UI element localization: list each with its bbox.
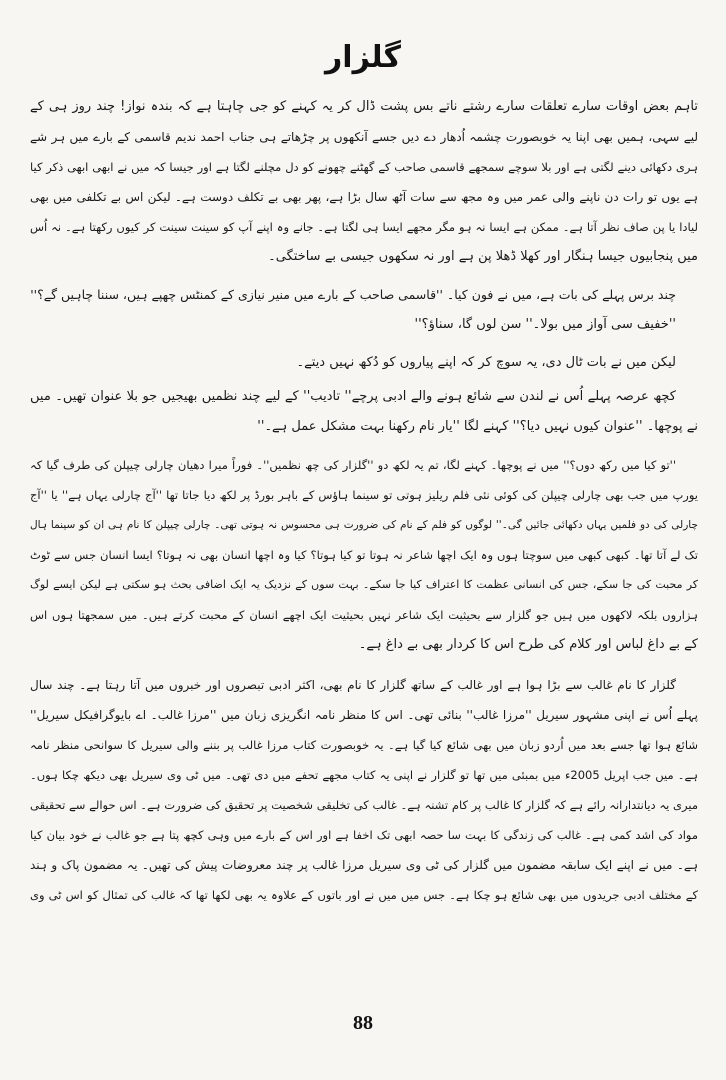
- text-line: ہے۔ میں جب اپریل 2005ء میں بمبئی میں تھا تو گلزار نے اپنی یہ کتاب مجھے تحفے میں دی تھی۔ میں ٹی وی سیریل بھی دیکھ چکا ہوں۔: [30, 768, 698, 782]
- text-line: نے پوچھا۔ ''عنوان کیوں نہیں دیا؟'' کہنے لگا ''یار نام رکھنا بہت مشکل عمل ہے۔'': [257, 419, 698, 434]
- text-line: گلزار کا نام غالب سے بڑا ہوا ہے اور غالب کے ساتھ گلزار کا نام بھی، اکثر ادبی تبصروں اور خبروں میں آتا رہتا ہے۔ چند سال: [30, 678, 676, 692]
- page-number: 88: [353, 1012, 373, 1034]
- text-line: کر محبت کی جا سکے، جس کی انسانی عظمت کا اعتراف کیا جا سکے۔ بہت سوں کے نزدیک یہ ایک اضافی بحث ہو سکتی ہے لیکن ایسے لوگ: [30, 578, 698, 591]
- text-line: لیے سہی، ہمیں بھی اپنا یہ خوبصورت چشمہ اُدھار دے دیں جسے آنکھوں پر چڑھاتے ہی جناب احمد ندیم قاسمی کے بارے میں ہر شے: [30, 130, 698, 144]
- text-line: مواد کی اشد کمی ہے۔ غالب کی زندگی کا بہت سا حصہ ابھی تک اخفا ہے اور اس کے بارے میں وہی کچھ پتا ہے جو غالب نے خود بیان کیا: [30, 828, 698, 842]
- text-line: چند برس پہلے کی بات ہے، میں نے فون کیا۔ ''قاسمی صاحب کے بارے میں منیر نیازی کے کمنٹس چھپے ہیں، سننا چاہیں گے؟'': [30, 287, 676, 302]
- text-line: ہری دکھائی دینے لگتی ہے اور بلا سوچے سمجھے قاسمی صاحب کے گھٹنے چھونے کو دل مچلنے لگتا ہے اور جیسا کہ میں نے ابھی ابھی ذکر کیا: [30, 160, 698, 174]
- text-line: ''خفیف سی آواز میں بولا۔'' سن لوں گا، سناؤ؟'': [414, 317, 676, 332]
- text-line: کے مختلف ادبی جریدوں میں بھی شائع ہو چکا ہے۔ جس میں میں نے اور باتوں کے علاوہ یہ بھی لکھا تھا کہ غالب کی تمثال کو اس ٹی وی: [30, 888, 698, 902]
- body-text: [30, 92, 698, 992]
- text-line: میری یہ دیانتدارانہ رائے ہے کہ گلزار کا غالب پر کام تشنہ ہے۔ غالب کی تخلیقی شخصیت پر تحقیق کی ضرورت ہے۔ اس حوالے سے تحقیقی: [30, 798, 698, 812]
- text-line: تک لے آتا تھا۔ کبھی کبھی میں سوچتا ہوں وہ ایک اچھا شاعر نہ ہوتا تو کیا ہوتا؟ کیا وہ اچھا انسان بھی نہ ہوتا؟ ایسا انسان جس سے ٹوٹ: [30, 548, 698, 562]
- text-line: لیادا یا پن صاف نظر آتا ہے۔ ممکن ہے ایسا نہ ہو مگر مجھے ایسا ہی لگتا ہے۔ جانے وہ اپنے آپ کو سینت سینت کر کیوں رکھتا ہے۔ نہ اُس: [30, 220, 698, 234]
- text-line: ہے یوں تو رات دن ناپنے والی عمر میں وہ مجھ سے سات آٹھ سال بڑا ہے، پھر بھی بے تکلف دوست ہے۔ لیکن اس بے تکلفی میں بھی: [30, 190, 698, 204]
- text-line: پہلے اُس نے اپنی مشہور سیریل ''مرزا غالب'' بنائی تھی۔ اس کا منظر نامہ انگریزی زبان میں ''مرزا غالب۔ اے بایوگرافیکل سیریل'': [30, 708, 698, 722]
- text-line: میں پنجابیوں جیسا ہنگار اور کھلا ڈھلا پن ہے اور نہ سکھوں جیسی بے ساختگی۔: [268, 249, 698, 264]
- text-line: تاہم بعض اوقات سارے تعلقات سارے رشتے ناتے بس پشت ڈال کر یہ کہنے کو جی چاہتا ہے کہ بندہ نواز! چند روز ہی کے: [30, 99, 698, 114]
- text-line: ہے۔ میں نے اپنے ایک سابقہ مضمون میں گلزار کی ٹی وی سیریل مرزا غالب پر چند معروضات پیش کی تھیں۔ یہ مضمون پاک و ہند: [30, 858, 698, 872]
- text-line: کچھ عرصہ پہلے اُس نے لندن سے شائع ہونے والے ادبی پرچے'' تادیب'' کے لیے چند نظمیں بھیجیں جو بلا عنوان تھیں۔ میں: [30, 389, 676, 404]
- text-line: لیکن میں نے بات ٹال دی، یہ سوچ کر کہ اپنے پیاروں کو دُکھ نہیں دیتے۔: [296, 355, 676, 370]
- page-title: گلزار: [325, 40, 401, 75]
- text-line: ''تو کیا میں رکھ دوں؟'' میں نے پوچھا۔ کہنے لگا، تم یہ لکھ دو ''گلزار کی چھ نظمیں''۔ فوراً میرا دھیان چارلی چیپلن کی طرف گیا کہ: [30, 458, 676, 472]
- text-line: شائع ہوا تھا جسے بعد میں اُردو زبان میں بھی شائع کیا گیا ہے۔ یہ خوبصورت کتاب مرزا غالب پر بننے والی سیریل کا سوانحی منظر نامہ: [30, 738, 698, 752]
- text-line: کے بے داغ لباس اور کلام کی طرح اس کا کردار بھی بے داغ ہے۔: [358, 637, 698, 652]
- text-line: ہزاروں بلکہ لاکھوں میں ہیں جو گلزار سے بحیثیت ایک شاعر نہیں بحیثیت ایک اچھے انسان کے محبت کرتے ہیں۔ میں سمجھتا ہوں اس: [30, 608, 698, 622]
- text-line: یورپ میں جب بھی چارلی چیپلن کی کوئی نئی فلم ریلیز ہوتی تو سینما ہاؤس کے باہر بورڈ پر لکھ دیا جاتا تھا ''آج چارلی یہاں ہے'' یا ''آج: [30, 488, 698, 502]
- text-line: چارلی کی دو فلمیں یہاں دکھائی جائیں گی۔'' لوگوں کو فلم کے نام کی ضرورت ہی محسوس نہ ہوتی تھی۔ چارلی چیپلن کا نام ہی ان کو سینما ہال: [30, 519, 698, 531]
